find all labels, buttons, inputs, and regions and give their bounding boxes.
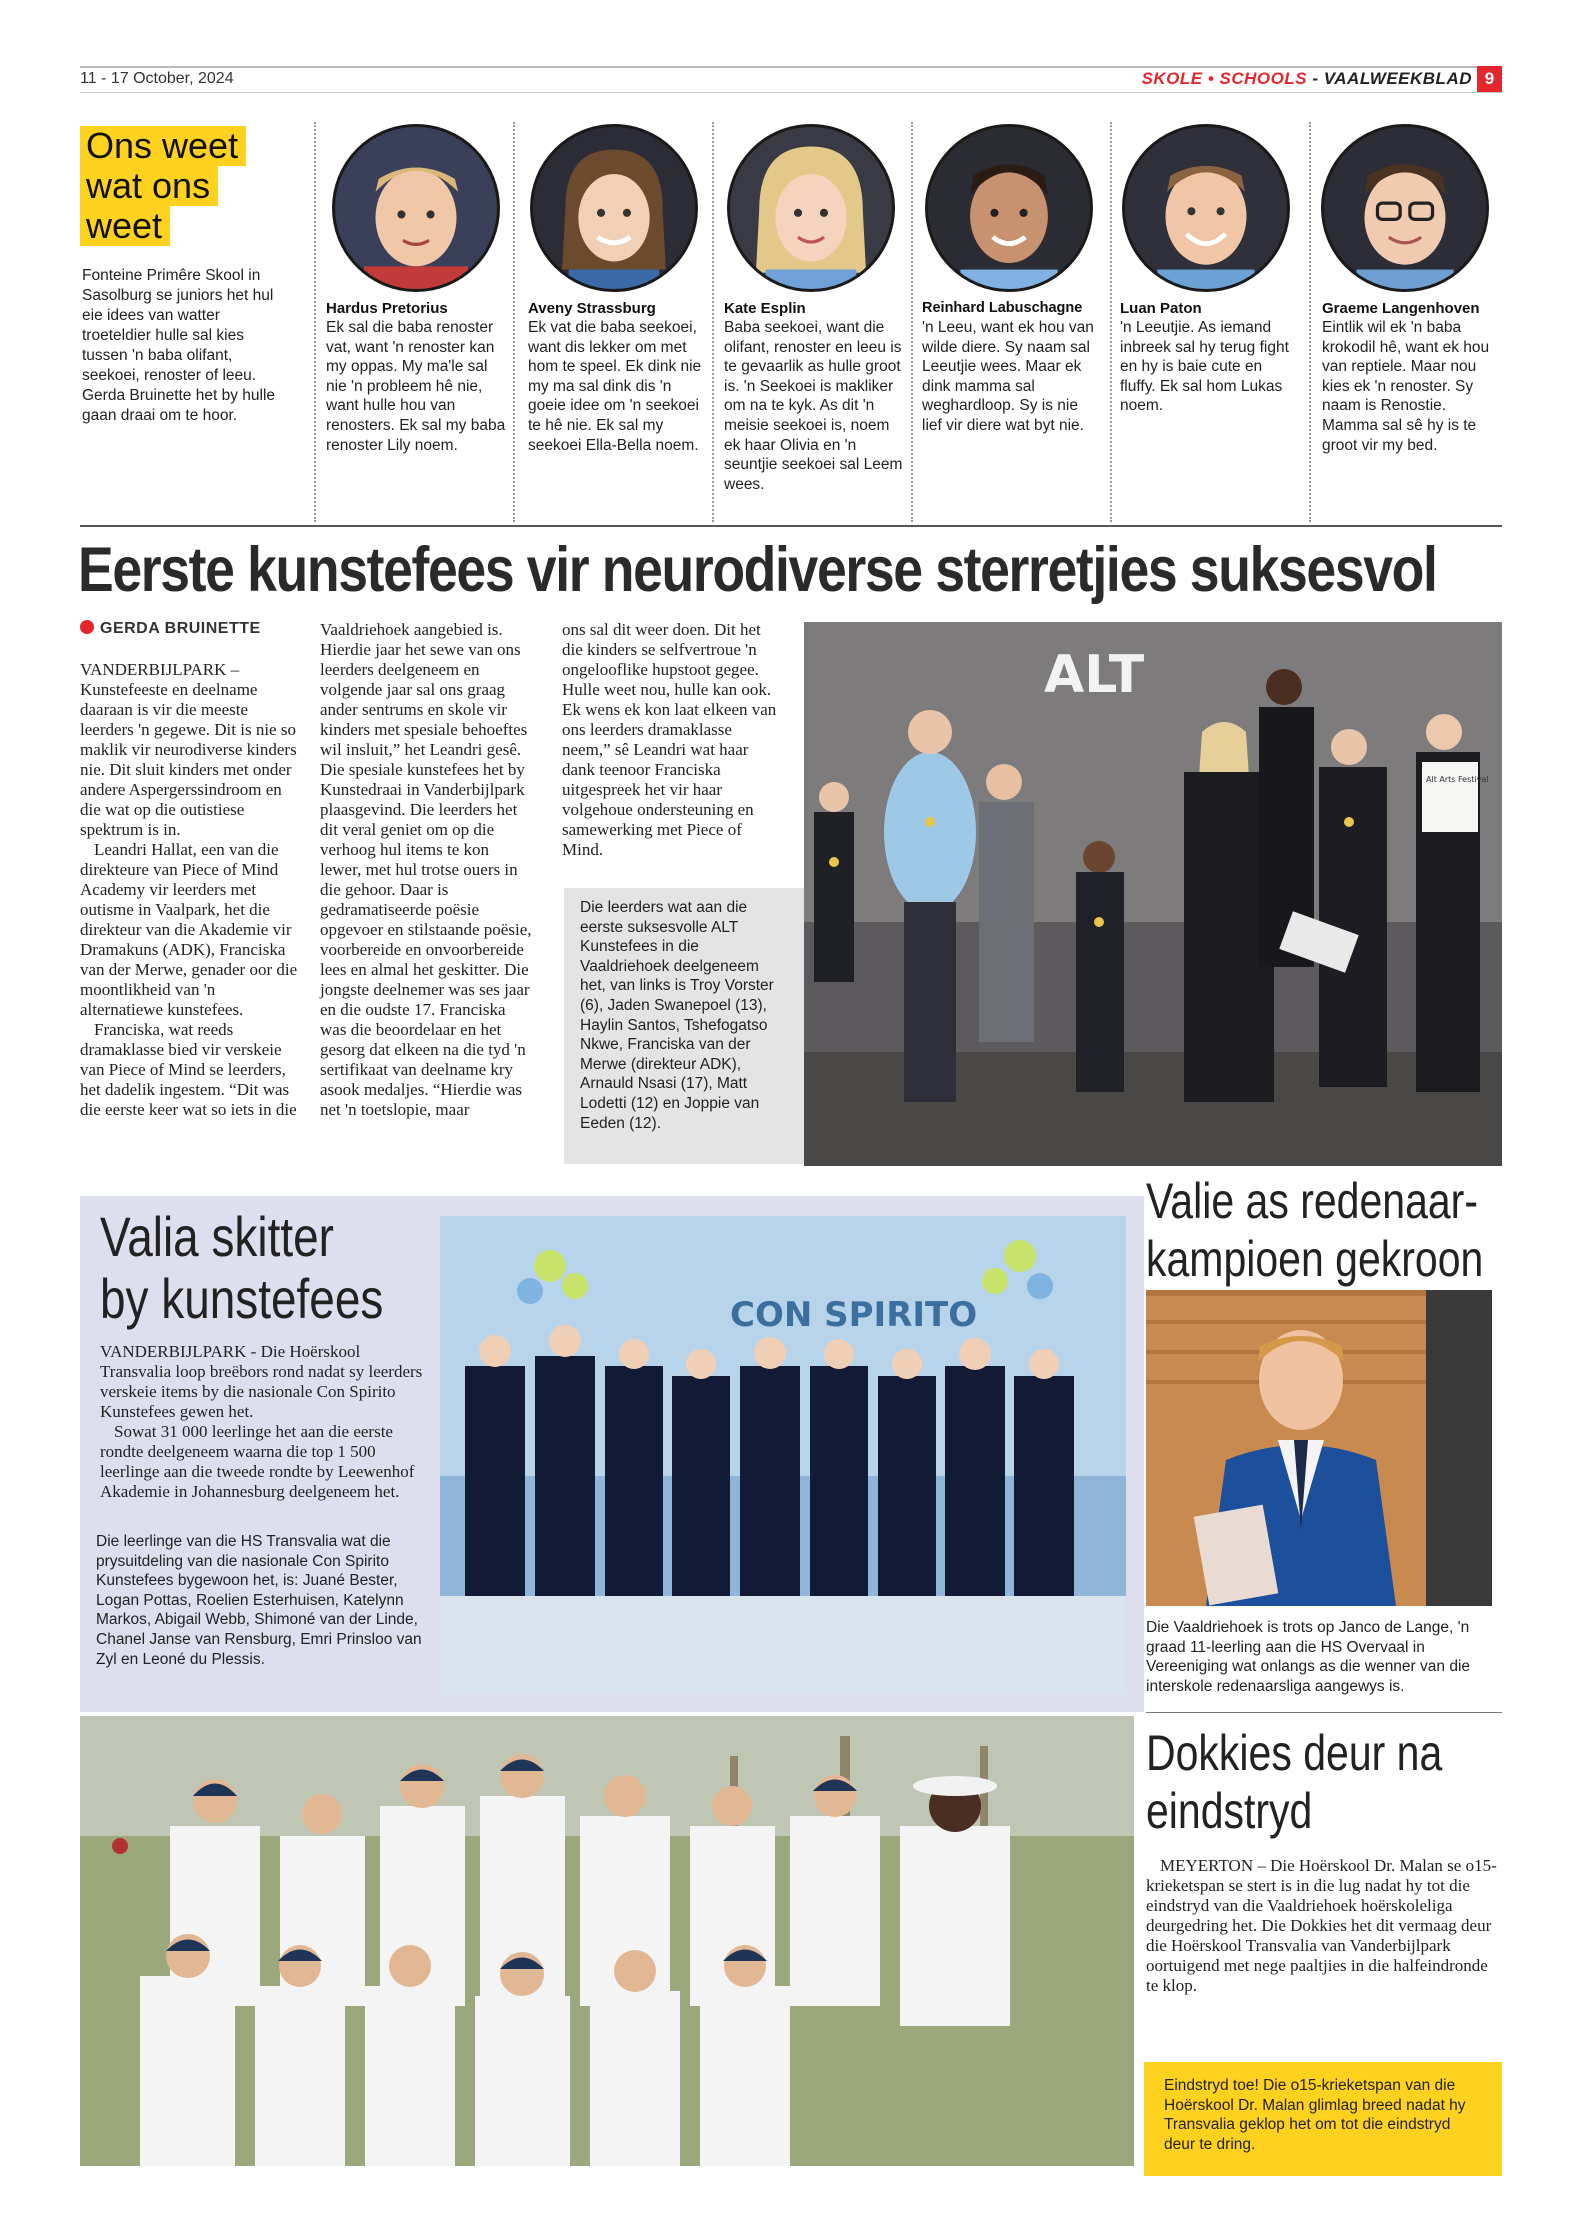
section-rule: [80, 525, 1502, 527]
kid-portrait: [332, 124, 500, 292]
kid-answer: Eintlik wil ek 'n baba krokodil hê, want ek hou van reptiele. Maar nou kies ek 'n renoster. Sy naam is Renostie. Mamma sal sê hy is te groot vir my bed.: [1322, 319, 1490, 454]
dokkies-photo-caption: Eindstryd toe! Die o15-krieketspan van die Hoërskool Dr. Malan glimlag breed nadat hy Transvalia geklop het om tot die eindstryd deur te dring.: [1144, 2062, 1502, 2176]
valia-photo-caption: Die leerlinge van die HS Transvalia wat die prysuitdeling van die nasionale Con Spirito Kunstefees bygewoon het, is: Juané Bester, Logan Pottas, Roelien Esterhuisen, Katelynn Markos, Abigail Webb, Shimoné van der Linde, Chanel Janse van Rensburg, Emri Prinsloo van Zyl en Leoné du Plessis.: [96, 1533, 422, 1668]
kid-portrait: [727, 124, 895, 292]
valie-title: [1146, 1172, 1483, 1288]
kid-name: Hardus Pretorius: [326, 300, 448, 317]
column-divider: [712, 122, 714, 522]
valia-title-line: by kunstefees: [100, 1267, 384, 1330]
kid-name: Kate Esplin: [724, 300, 806, 317]
lead-column-3: ons sal dit weer doen. Dit het die kinders se selfvertroue 'n ongelooflike hupstoot gegee. Hulle weet nou, hulle kan ook. Ek wens ek kon laat elkeen van ons leerders dramaklasse neem,” sê Leandri wat haar dank teenoor Franciska uitgespreek het vir haar volgehoue ondersteuning en samewerking met Piece of Mind.: [562, 620, 777, 859]
lead-headline: Eerste kunstefees vir neurodiverse sterretjies suksesvol: [78, 535, 1437, 605]
juniors-title: [80, 126, 246, 246]
lead-photo-caption: Die leerders wat aan die eerste suksesvolle ALT Kunstefees in die Vaaldriehoek deelgeneem het, van links is Troy Vorster (6), Jaden Swanepoel (13), Haylin Santos, Tshefogatso Nkwe, Franciska van der Merwe (direkteur ADK), Arnauld Nsasi (17), Matt Lodetti (12) en Joppie van Eeden (12).: [564, 888, 804, 1164]
kid-portrait: [925, 124, 1093, 292]
column-divider: [1110, 122, 1112, 522]
juniors-title-line: Ons weet: [80, 126, 246, 166]
valia-title-line: Valia skitter: [100, 1205, 334, 1268]
column-rule: [1146, 1712, 1502, 1713]
kid-portrait: [1122, 124, 1290, 292]
byline: [80, 620, 261, 638]
section-name: SKOLE • SCHOOLS: [1141, 69, 1308, 88]
kid-name: Aveny Strassburg: [528, 300, 656, 317]
kid-answer: Baba seekoei, want die olifant, renoster en leeu is te gevaarlik as hulle groot is. 'n Seekoei is makliker om na te kyk. As dit 'n meisie seekoei is, noem ek haar Olivia en 'n seuntjie seekoei sal Leem wees.: [724, 319, 903, 493]
column-divider: [911, 122, 913, 522]
paragraph: Sowat 31 000 leerlinge het aan die eerste rondte deelgeneem waarna die top 1 500 leerlinge aan die tweede rondte by Leewenhof Akademie in Johannesburg deelgeneem het.: [100, 1422, 415, 1501]
valia-body: [100, 1342, 426, 1502]
header-rule-top: [80, 66, 1502, 68]
cricket-team-photo: [80, 1716, 1134, 2166]
valie-title-line: kampioen gekroon: [1146, 1231, 1484, 1287]
page-number: 9: [1477, 66, 1502, 92]
janco-photo: [1146, 1290, 1492, 1606]
section-label: [1142, 69, 1472, 89]
kid-answer: 'n Leeu, want ek hou van wilde diere. Sy naam sal Leeutjie wees. Maar ek dink mamma sal weghardloop. Sy is nie lief vir diere wat byt nie.: [922, 319, 1094, 434]
kid-answer: Ek vat die baba seekoei, want dis lekker om met hom te speel. Ek dink nie my ma sal dink dis 'n goeie idee om 'n seekoei te hê nie. Ek sal my seekoei Ella-Bella noem.: [528, 319, 702, 454]
column-divider: [314, 122, 316, 522]
header-rule-bottom: [80, 92, 1502, 93]
lead-column-2: Vaaldriehoek aangebied is. Hierdie jaar het sewe van ons leerders deelgeneem en volgende jaar sal ons graag ander sentrums en skole vir kinders met spesiale behoeftes wil insluit,” het Leandri gesê. Die spesiale kunstefees het by Kunstedraai in Vanderbijlpark plaasgevind. Die leerders het dit veral geniet om op die verhoog hul items te kon lewer, met hul trotse ouers in die gehoor. Daar is gedramatiseerde poësie opgevoer en stilstaande poësie, voorbereide en onvoorbereide lees en almal het geskitter. Die jongste deelnemer was ses jaar en die oudste 17. Franciska was die beoordelaar en het gesorg dat elkeen na die tyd 'n sertifikaat van deelname kry asook medaljes. “Hierdie was net 'n toetslopie, maar: [320, 620, 532, 1119]
column-divider: [513, 122, 515, 522]
dokkies-title-line: Dokkies deur na: [1146, 1725, 1443, 1781]
alt-sign-text: ALT: [1044, 645, 1145, 705]
valia-title: [100, 1206, 383, 1330]
column-divider: [1309, 122, 1311, 522]
transvalia-photo: [440, 1216, 1126, 1694]
kid-name: Reinhard Labuschagne: [922, 300, 1083, 316]
byline-name: GERDA BRUINETTE: [100, 620, 261, 637]
dokkies-title: [1146, 1724, 1442, 1840]
juniors-title-line: weet: [80, 206, 170, 246]
kid-portrait: [530, 124, 698, 292]
paragraph: Leandri Hallat, een van die direkteure van Piece of Mind Academy vir leerders met outisme in Vaalpark, het die direkteur van die Akademie vir Dramakuns (ADK), Franciska van der Merwe, genader oor die moontlikheid van 'n alternatiewe kunstefees.: [80, 840, 298, 1019]
dokkies-title-line: eindstryd: [1146, 1783, 1313, 1839]
paragraph: VANDERBIJLPARK - Die Hoërskool Transvalia loop breëbors rond nadat sy leerders verskeie items by die nasionale Con Spirito Kunstefees gewen het.: [100, 1342, 423, 1421]
section-separator: -: [1307, 69, 1324, 88]
kid-answer: Ek sal die baba renoster vat, want 'n renoster kan my oppas. My ma'le sal nie 'n probleem hê nie, want hulle hou van renosters. Ek sal my baba renoster Lily noem.: [326, 319, 506, 454]
juniors-title-line: wat ons: [80, 166, 218, 206]
kid-answer: 'n Leeutjie. As iemand inbreek sal hy terug fight en hy is baie cute en fluffy. Ek sal hom Lukas noem.: [1120, 319, 1289, 415]
kid-portrait: [1321, 124, 1489, 292]
certificate-text: Alt Arts Festival: [1426, 775, 1489, 784]
valie-photo-caption: Die Vaaldriehoek is trots op Janco de Lange, 'n graad 11-leerling aan die HS Overvaal in Vereeniging wat onlangs as die wenner van die interskole redenaarsliga aangewys is.: [1146, 1619, 1471, 1695]
valie-title-line: Valie as redenaar-: [1146, 1173, 1478, 1229]
juniors-intro: Fonteine Primêre Skool in Sasolburg se juniors het hul eie idees van watter troeteldier hulle sal kies tussen 'n baba olifant, seekoei, renoster of leeu. Gerda Bruinette het by hulle gaan draai om te hoor.: [82, 267, 276, 424]
banner-text: CON SPIRITO: [730, 1295, 978, 1335]
paragraph: VANDERBIJLPARK – Kunstefeeste en deelname daaraan is vir die meeste leerders 'n gegewe. Dit is nie so maklik vir neurodiverse kinders nie. Dit sluit kinders met onder andere Aspergerssindroom en die wat op die outistiese spektrum is in.: [80, 660, 297, 839]
byline-dot-icon: [80, 620, 94, 634]
dokkies-body: MEYERTON – Die Hoërskool Dr. Malan se o15-krieketspan se stert is in die lug nadat hy tot die eindstryd van die Vaaldriehoek hoërskoleliga deurgedring het. Die Dokkies het dit vermaag deur die Hoërskool Transvalia van Vanderbijlpark oortuigend met nege paaltjies in die halfeindronde te klop.: [1146, 1856, 1497, 1995]
issue-date: 11 - 17 October, 2024: [80, 70, 234, 87]
kid-name: Luan Paton: [1120, 300, 1202, 317]
lead-column-1: [80, 660, 300, 1120]
paper-name: VAALWEEKBLAD: [1323, 69, 1472, 88]
kid-name: Graeme Langenhoven: [1322, 300, 1480, 317]
alt-festival-photo: [804, 622, 1502, 1166]
paragraph: Franciska, wat reeds dramaklasse bied vir verskeie van Piece of Mind se leerders, het dadelik ingestem. “Dit was die eerste keer wat so iets in die: [80, 1020, 297, 1119]
